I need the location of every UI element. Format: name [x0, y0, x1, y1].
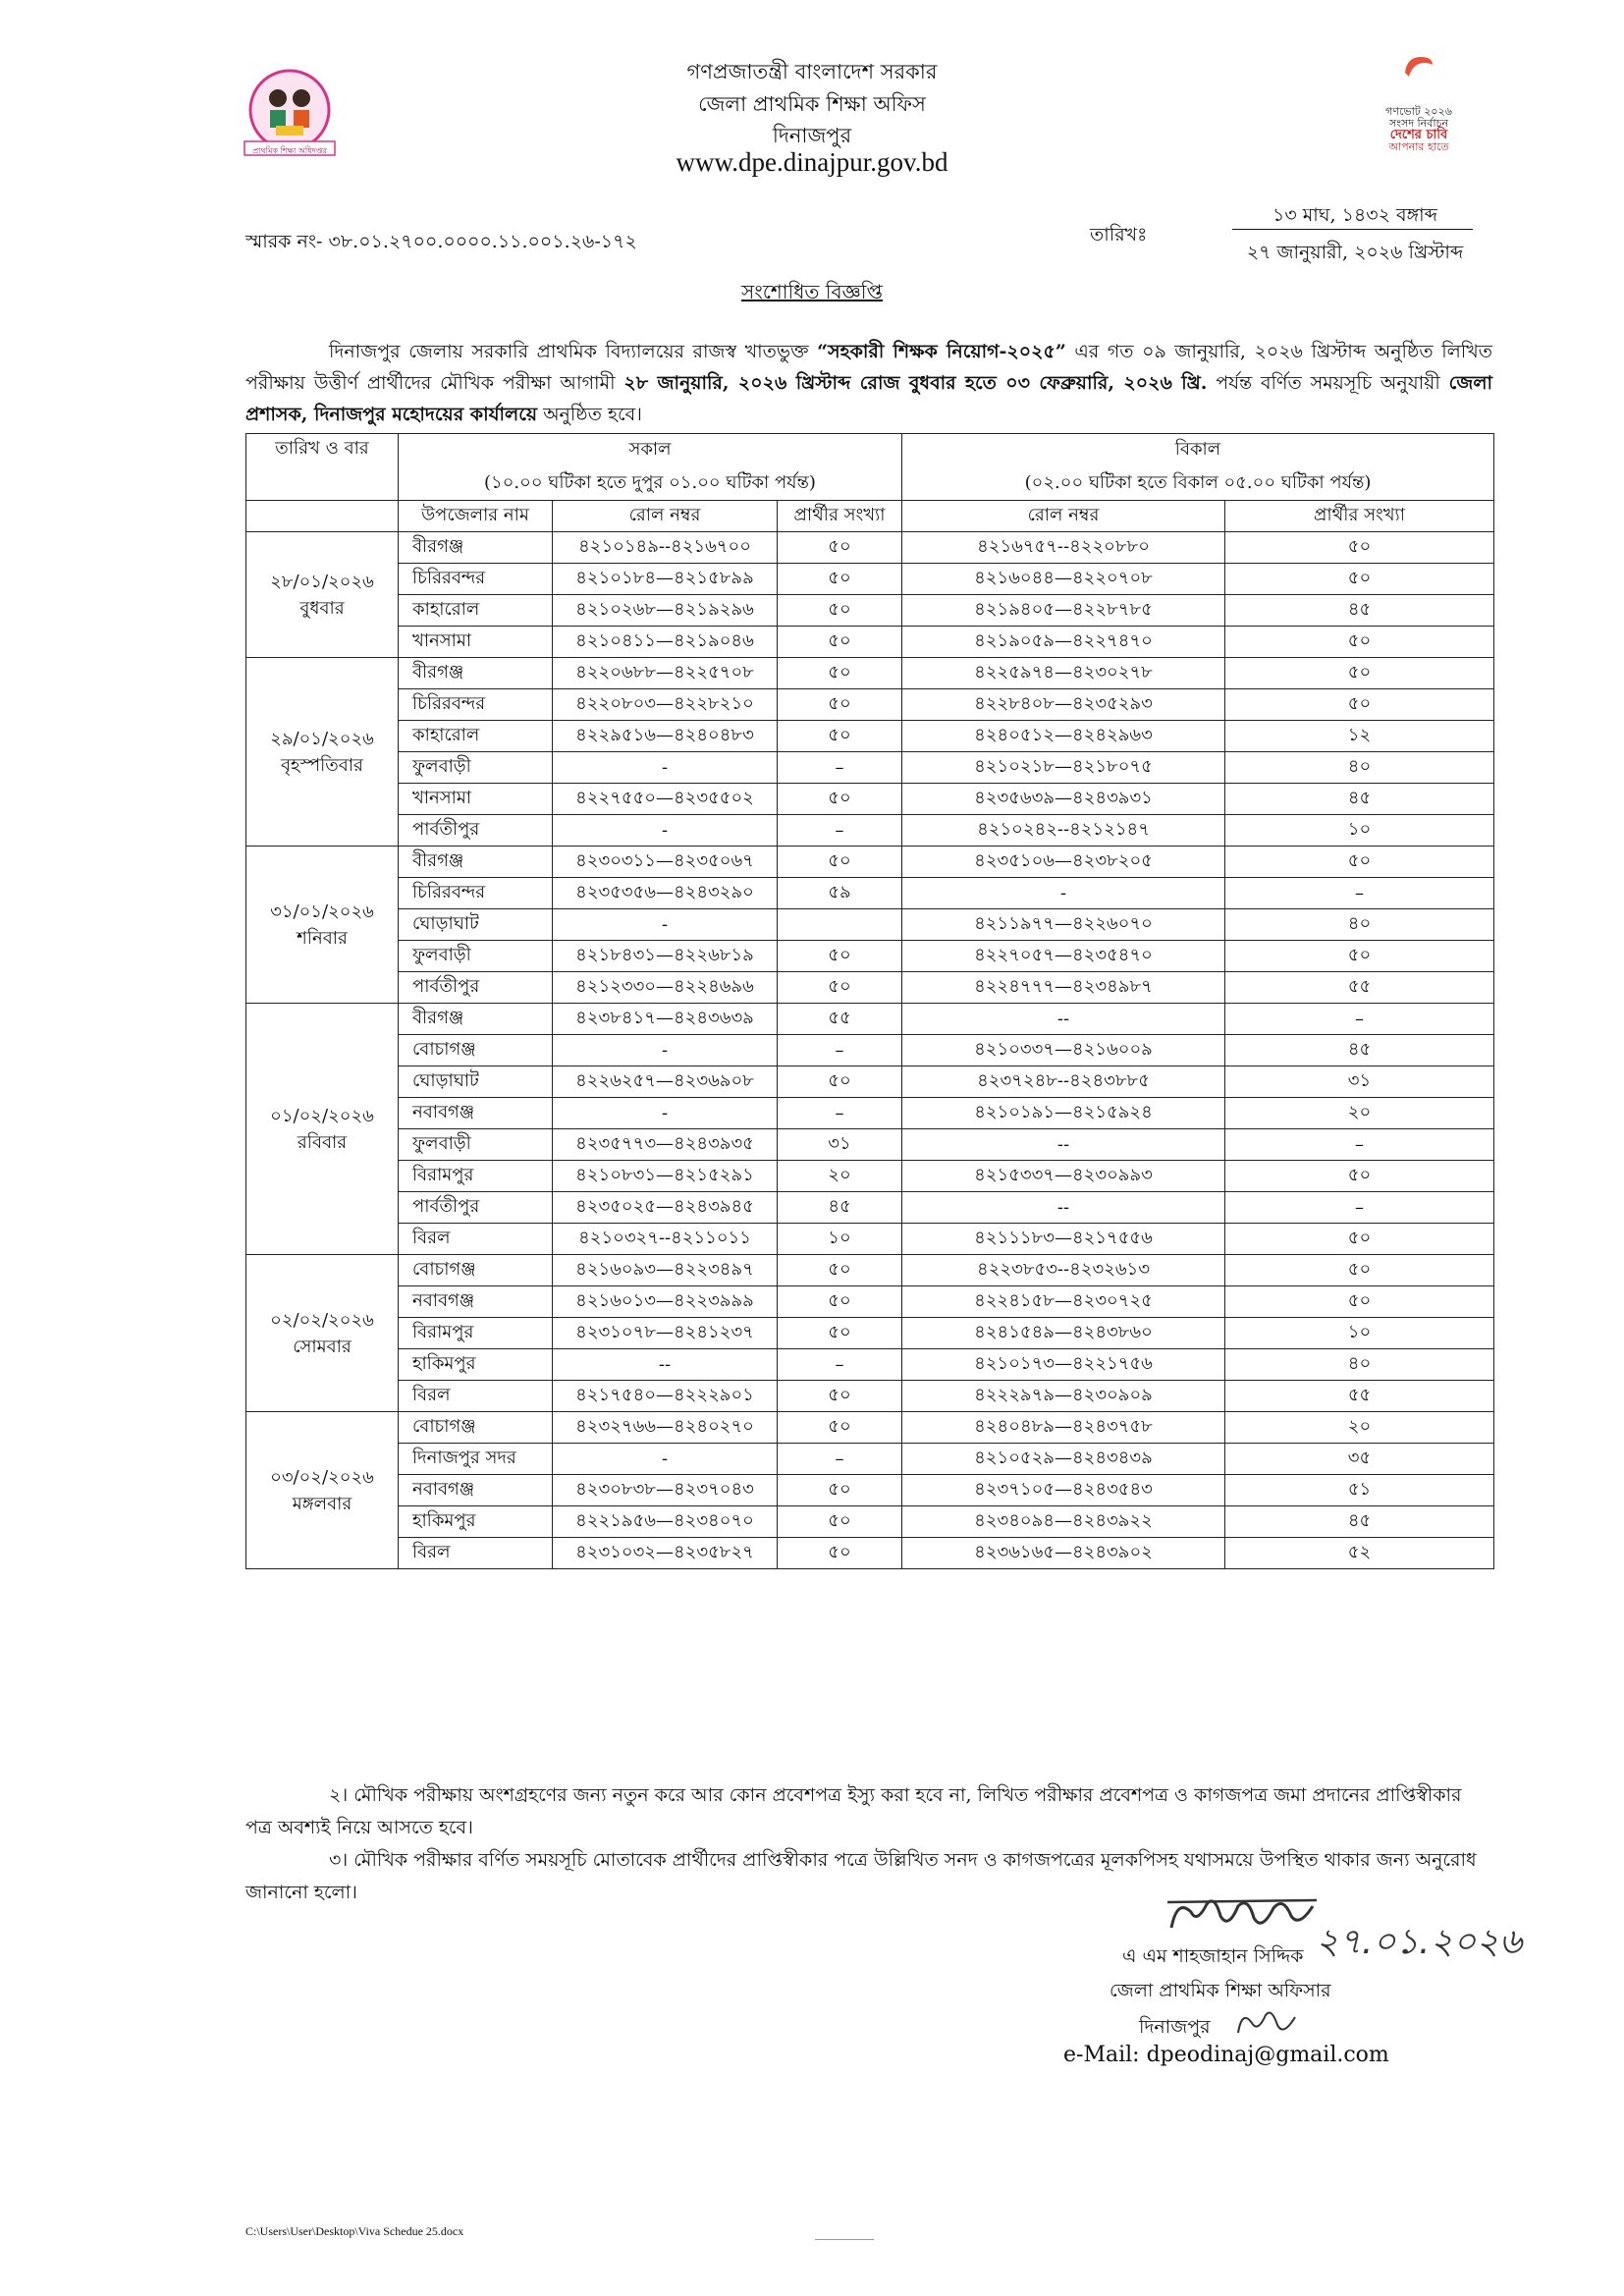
upazila-cell: হাকিমপুর	[399, 1349, 553, 1381]
schedule-row	[246, 1444, 1494, 1475]
count-afternoon-cell: ৫০	[1225, 1255, 1494, 1286]
count-morning-cell: ৫০	[778, 1412, 902, 1444]
upazila-cell: বোচাগঞ্জ	[399, 1412, 553, 1444]
schedule-row	[246, 1381, 1494, 1412]
schedule-row	[246, 532, 1494, 564]
upazila-cell: কাহারোল	[399, 595, 553, 627]
upazila-cell: বোচাগঞ্জ	[399, 1035, 553, 1066]
count-morning-cell: ৫০	[778, 1066, 902, 1098]
schedule-row	[246, 815, 1494, 847]
roll-afternoon-cell: ৪২১৯৪০৫—৪২২৮৭৮৫	[902, 595, 1225, 627]
intro-paragraph: দিনাজপুর জেলায় সরকারি প্রাথমিক বিদ্যালয়ের রাজস্ব খাতভুক্ত “সহকারী শিক্ষক নিয়োগ-২০২৫” এর গত ০৯ জানুয়ারি, ২০২৬ খ্রিস্টাব্দ অনুষ্ঠিত লিখিত পরীক্ষায় উত্তীর্ণ প্রার্থীদের মৌখিক পরীক্ষা আগামী ২৮ জানুয়ারি, ২০২৬ খ্রিস্টাব্দ রোজ বুধবার হতে ০৩ ফেব্রুয়ারি, ২০২৬ খ্রি. পর্যন্ত বর্ণিত সময়সূচি অনুযায়ী জেলা প্রশাসক, দিনাজপুর মহোদয়ের কার্যালয়ে অনুষ্ঠিত হবে।	[245, 341, 1493, 425]
upazila-cell: চিরিরবন্দর	[399, 564, 553, 595]
header-roll-morning: রোল নম্বর	[553, 501, 778, 532]
note-2: ২। মৌখিক পরীক্ষায় অংশগ্রহণের জন্য নতুন করে আর কোন প্রবেশপত্র ইস্যু করা হবে না, লিখিত পরীক্ষার প্রবেশপত্র ও কাগজপত্র জমা প্রদানের প্রাপ্তিস্বীকার পত্র অবশ্যই নিয়ে আসতে হবে।	[245, 1784, 1462, 1838]
date-bangla: ১৩ মাঘ, ১৪৩২ বঙ্গাব্দ	[1272, 204, 1438, 226]
count-morning-cell: ১০	[778, 1224, 902, 1255]
ballot-logo-text: গণভোট ২০২৬ সংসদ নির্বাচন দেশের চাবি আপনার হাতে	[1385, 105, 1452, 153]
roll-morning-cell: ৪২৩১০৭৮—৪২৪১২৩৭	[553, 1318, 778, 1349]
roll-afternoon-cell: --	[902, 1004, 1225, 1035]
roll-afternoon-cell: ৪২২৮৪০৮—৪২৩৫২৯৩	[902, 689, 1225, 721]
upazila-cell: ফুলবাড়ী	[399, 941, 553, 972]
roll-morning-cell: ৪২১০৪১১—৪২১৯০৪৬	[553, 627, 778, 658]
count-morning-cell: ৪৫	[778, 1192, 902, 1224]
notice-title: সংশোধিত বিজ্ঞপ্তি	[741, 280, 883, 303]
count-afternoon-cell: ৫০	[1225, 1286, 1494, 1318]
count-afternoon-cell: ৫০	[1225, 564, 1494, 595]
count-afternoon-cell: ৪০	[1225, 752, 1494, 784]
weekday: মঙ্গলবার	[292, 1493, 352, 1514]
upazila-cell: পার্বতীপুর	[399, 972, 553, 1004]
schedule-row	[246, 1475, 1494, 1506]
upazila-cell: বীরগঞ্জ	[399, 847, 553, 878]
schedule-row	[246, 1538, 1494, 1569]
count-afternoon-cell: ১০	[1225, 1318, 1494, 1349]
roll-afternoon-cell: ৪২১৯০৫৯—৪২২৭৪৭০	[902, 627, 1225, 658]
roll-morning-cell: ৪২১০১৮৪—৪২১৫৮৯৯	[553, 564, 778, 595]
date-cell	[246, 1004, 399, 1255]
upazila-cell: ফুলবাড়ী	[399, 1129, 553, 1161]
count-afternoon-cell: ৫০	[1225, 941, 1494, 972]
roll-afternoon-cell: ৪২৪১৫৪৯—৪২৪৩৮৬০	[902, 1318, 1225, 1349]
schedule-row	[246, 1506, 1494, 1538]
roll-afternoon-cell: ৪২২৫৯৭৪—৪২৩০২৭৮	[902, 658, 1225, 689]
roll-morning-cell: ৪২৩০৮৩৮—৪২৩৭০৪৩	[553, 1475, 778, 1506]
count-morning-cell: –	[778, 1035, 902, 1066]
count-morning-cell: –	[778, 1349, 902, 1381]
roll-afternoon-cell: ৪২৩৭১০৫—৪২৪৩৫৪৩	[902, 1475, 1225, 1506]
roll-afternoon-cell: ৪২১০৫২৯—৪২৪৩৪৩৯	[902, 1444, 1225, 1475]
schedule-row	[246, 752, 1494, 784]
count-afternoon-cell: ২০	[1225, 1098, 1494, 1129]
roll-morning-cell: ৪২৩৮৪১৭—৪২৪৩৬৩৯	[553, 1004, 778, 1035]
roll-afternoon-cell: ৪২২২৯৭৯—৪২৩০৯০৯	[902, 1381, 1225, 1412]
footer-rule	[815, 2239, 874, 2240]
roll-morning-cell: --	[553, 1349, 778, 1381]
count-morning-cell: ৫০	[778, 721, 902, 752]
count-morning-cell: ৫০	[778, 1318, 902, 1349]
roll-afternoon-cell: ৪২৪০৪৮৯—৪২৪৩৭৫৮	[902, 1412, 1225, 1444]
date-divider	[1232, 229, 1473, 230]
schedule-row	[246, 689, 1494, 721]
count-afternoon-cell: ৫০	[1225, 532, 1494, 564]
schedule-row	[246, 1066, 1494, 1098]
date-value: ০২/০২/২০২৬	[270, 1309, 374, 1331]
date-value: ২৯/০১/২০২৬	[270, 728, 374, 749]
schedule-body	[246, 532, 1494, 1569]
upazila-cell: বিরামপুর	[399, 1161, 553, 1192]
header-upazila: উপজেলার নাম	[399, 501, 553, 532]
upazila-cell: নবাবগঞ্জ	[399, 1475, 553, 1506]
count-afternoon-cell: ৪৫	[1225, 1035, 1494, 1066]
schedule-row	[246, 627, 1494, 658]
weekday: শনিবার	[297, 927, 348, 949]
count-morning-cell: ৫০	[778, 1286, 902, 1318]
count-morning-cell: ৫০	[778, 1475, 902, 1506]
roll-morning-cell: ৪২৩৫৩৫৬—৪২৪৩২৯০	[553, 878, 778, 909]
note-3: ৩। মৌখিক পরীক্ষার বর্ণিত সময়সূচি মোতাবেক প্রার্থীদের প্রাপ্তিস্বীকার পত্রে উল্লিখিত সনদ ও কাগজপত্রের মূলকপিসহ যথাসময়ে উপস্থিত থাকার জন্য অনুরোধ জানানো হলো।	[245, 1849, 1477, 1903]
roll-afternoon-cell: ৪২১০৩৩৭—৪২১৬০০৯	[902, 1035, 1225, 1066]
count-afternoon-cell: ৩৫	[1225, 1444, 1494, 1475]
roll-morning-cell: ৪২১৬০৯৩—৪২২৩৪৯৭	[553, 1255, 778, 1286]
roll-morning-cell: ৪২১৭৫৪০—৪২২২৯০১	[553, 1381, 778, 1412]
weekday: বৃহস্পতিবার	[281, 754, 363, 776]
roll-afternoon-cell: ৪২২৪৭৭৭—৪২৩৪৯৮৭	[902, 972, 1225, 1004]
count-morning-cell: –	[778, 815, 902, 847]
office-name: জেলা প্রাথমিক শিক্ষা অফিস	[698, 92, 926, 116]
officer-title: জেলা প্রাথমিক শিক্ষা অফিসার	[1110, 1980, 1331, 2001]
count-afternoon-cell: ৪৫	[1225, 784, 1494, 815]
memo-number: স্মারক নং- ৩৮.০১.২৭০০.০০০০.১১.০০১.২৬-১৭২	[245, 231, 637, 252]
roll-morning-cell: ৪২৩০৩১১—৪২৩৫০৬৭	[553, 847, 778, 878]
upazila-cell: পার্বতীপুর	[399, 815, 553, 847]
count-afternoon-cell: ৫০	[1225, 1161, 1494, 1192]
roll-morning-cell: ৪২১২৩৩০—৪২২৪৬৯৬	[553, 972, 778, 1004]
schedule-row	[246, 1412, 1494, 1444]
schedule-row	[246, 1318, 1494, 1349]
roll-afternoon-cell: ৪২১৬০৪৪—৪২২০৭০৮	[902, 564, 1225, 595]
roll-morning-cell: ৪২২৬২৫৭—৪২৩৬৯০৮	[553, 1066, 778, 1098]
count-morning-cell	[778, 909, 902, 941]
header-blank	[246, 501, 399, 532]
count-afternoon-cell: ৫৫	[1225, 1381, 1494, 1412]
schedule-row	[246, 784, 1494, 815]
count-afternoon-cell: ১২	[1225, 721, 1494, 752]
count-morning-cell: ৫০	[778, 972, 902, 1004]
initial-mark	[1232, 2003, 1301, 2043]
roll-morning-cell: -	[553, 752, 778, 784]
date-value: ০৩/০২/২০২৬	[270, 1466, 374, 1488]
upazila-cell: নবাবগঞ্জ	[399, 1098, 553, 1129]
count-morning-cell: ২০	[778, 1161, 902, 1192]
upazila-cell: চিরিরবন্দর	[399, 878, 553, 909]
header-morning: সকাল	[399, 434, 902, 467]
file-path: C:\Users\User\Desktop\Viva Schedue 25.docx	[245, 2224, 464, 2238]
roll-morning-cell: ৪২৩১০৩২—৪২৩৫৮২৭	[553, 1538, 778, 1569]
count-afternoon-cell: ৫০	[1225, 627, 1494, 658]
schedule-row	[246, 1161, 1494, 1192]
date-cell	[246, 532, 399, 658]
count-morning-cell: –	[778, 1444, 902, 1475]
count-afternoon-cell: ৩১	[1225, 1066, 1494, 1098]
roll-afternoon-cell: ৪২১০২৪২--৪২১২১৪৭	[902, 815, 1225, 847]
upazila-cell: বীরগঞ্জ	[399, 658, 553, 689]
count-afternoon-cell: ৪০	[1225, 909, 1494, 941]
count-morning-cell: ৫০	[778, 1506, 902, 1538]
count-morning-cell: ৫০	[778, 1381, 902, 1412]
count-morning-cell: –	[778, 1098, 902, 1129]
roll-afternoon-cell: ৪২১১১৮৩—৪২১৭৫৫৬	[902, 1224, 1225, 1255]
count-morning-cell: ৫০	[778, 689, 902, 721]
count-afternoon-cell: ২০	[1225, 1412, 1494, 1444]
date-value: ৩১/০১/২০২৬	[270, 901, 374, 922]
upazila-cell: ঘোড়াঘাট	[399, 909, 553, 941]
upazila-cell: বিরল	[399, 1381, 553, 1412]
roll-afternoon-cell: ৪২১৬৭৫৭--৪২২০৮৮০	[902, 532, 1225, 564]
dpe-logo-caption: প্রাথমিক শিক্ষা অধিদপ্তর	[252, 146, 327, 155]
upazila-cell: ফুলবাড়ী	[399, 752, 553, 784]
handwritten-signature	[1164, 1890, 1321, 1944]
count-afternoon-cell: ৫১	[1225, 1475, 1494, 1506]
count-afternoon-cell: ৫০	[1225, 847, 1494, 878]
govt-name: গণপ্রজাতন্ত্রী বাংলাদেশ সরকার	[686, 60, 938, 83]
upazila-cell: দিনাজপুর সদর	[399, 1444, 553, 1475]
count-afternoon-cell: –	[1225, 1192, 1494, 1224]
contact-email[interactable]: e-Mail: dpeodinaj@gmail.com	[1063, 2043, 1389, 2067]
schedule-table	[245, 433, 1494, 1569]
schedule-row	[246, 1255, 1494, 1286]
upazila-cell: কাহারোল	[399, 721, 553, 752]
schedule-row	[246, 1035, 1494, 1066]
roll-afternoon-cell: ৪২৩৪০৯৪—৪২৪৩৯২২	[902, 1506, 1225, 1538]
upazila-cell: বিরল	[399, 1224, 553, 1255]
header-morning-time: (১০.০০ ঘটিকা হতে দুপুর ০১.০০ ঘটিকা পর্যন্ত)	[399, 467, 902, 501]
count-morning-cell: ৫০	[778, 784, 902, 815]
count-morning-cell: ৫০	[778, 941, 902, 972]
weekday: বুধবার	[299, 597, 345, 619]
count-morning-cell: ৩১	[778, 1129, 902, 1161]
roll-afternoon-cell: ৪২৩৭২৪৮--৪২৪৩৮৮৫	[902, 1066, 1225, 1098]
roll-morning-cell: ৪২১০১৪৯--৪২১৬৭০০	[553, 532, 778, 564]
roll-morning-cell: -	[553, 1444, 778, 1475]
website-link[interactable]: www.dpe.dinajpur.gov.bd	[676, 147, 948, 177]
count-morning-cell: ৫০	[778, 627, 902, 658]
roll-afternoon-cell: ৪২২৩৮৫৩--৪২৩২৬১৩	[902, 1255, 1225, 1286]
date-cell	[246, 658, 399, 847]
header-count-morning: প্রার্থীর সংখ্যা	[778, 501, 902, 532]
officer-place: দিনাজপুর	[1139, 2016, 1211, 2038]
office-location: দিনাজপুর	[772, 124, 852, 147]
count-morning-cell: ৫৫	[778, 1004, 902, 1035]
upazila-cell: খানসামা	[399, 784, 553, 815]
roll-morning-cell: -	[553, 815, 778, 847]
date-gregorian: ২৭ জানুয়ারী, ২০২৬ খ্রিস্টাব্দ	[1246, 242, 1464, 263]
schedule-row	[246, 564, 1494, 595]
date-label: তারিখঃ	[1090, 224, 1148, 246]
schedule-row	[246, 658, 1494, 689]
upazila-cell: পার্বতীপুর	[399, 1192, 553, 1224]
upazila-cell: খানসামা	[399, 627, 553, 658]
roll-morning-cell: ৪২২১৯৫৬—৪২৩৪০৭০	[553, 1506, 778, 1538]
count-morning-cell: ৫০	[778, 1255, 902, 1286]
count-morning-cell: ৫৯	[778, 878, 902, 909]
count-afternoon-cell: ৫০	[1225, 1224, 1494, 1255]
roll-morning-cell: -	[553, 1098, 778, 1129]
roll-morning-cell: ৪২২০৬৮৮—৪২২৫৭০৮	[553, 658, 778, 689]
roll-morning-cell: ৪২১০৩২৭--৪২১১০১১	[553, 1224, 778, 1255]
roll-morning-cell: ৪২৩৫৭৭৩—৪২৪৩৯৩৫	[553, 1129, 778, 1161]
schedule-row	[246, 1286, 1494, 1318]
schedule-row	[246, 595, 1494, 627]
upazila-cell: বিরল	[399, 1538, 553, 1569]
count-afternoon-cell: ৫০	[1225, 689, 1494, 721]
count-morning-cell: ৫০	[778, 564, 902, 595]
roll-morning-cell: ৪২২৭৫৫০—৪২৩৫৫০২	[553, 784, 778, 815]
upazila-cell: চিরিরবন্দর	[399, 689, 553, 721]
roll-afternoon-cell: ৪২৩৫১০৬—৪২৩৮২০৫	[902, 847, 1225, 878]
roll-afternoon-cell: ৪২১০১৯১—৪২১৫৯২৪	[902, 1098, 1225, 1129]
roll-afternoon-cell: ৪২১০২১৮—৪২১৮০৭৫	[902, 752, 1225, 784]
count-afternoon-cell: ৫০	[1225, 658, 1494, 689]
count-afternoon-cell: –	[1225, 878, 1494, 909]
count-afternoon-cell: ৫২	[1225, 1538, 1494, 1569]
count-morning-cell: –	[778, 752, 902, 784]
date-value: ২৮/০১/২০২৬	[270, 571, 374, 592]
schedule-row	[246, 721, 1494, 752]
header-roll-afternoon: রোল নম্বর	[902, 501, 1225, 532]
schedule-row	[246, 1004, 1494, 1035]
count-afternoon-cell: –	[1225, 1004, 1494, 1035]
schedule-row	[246, 909, 1494, 941]
date-value: ০১/০২/২০২৬	[270, 1105, 374, 1126]
schedule-row	[246, 972, 1494, 1004]
roll-morning-cell: ৪২২৯৫১৬—৪২৪০৪৮৩	[553, 721, 778, 752]
upazila-cell: ঘোড়াঘাট	[399, 1066, 553, 1098]
officer-name: এ এম শাহজাহান সিদ্দিক	[1122, 1945, 1304, 1967]
date-cell	[246, 1412, 399, 1569]
roll-morning-cell: ৪২৩২৭৬৬—৪২৪০২৭০	[553, 1412, 778, 1444]
roll-afternoon-cell: ৪২৩৬১৬৫—৪২৪৩৯০২	[902, 1538, 1225, 1569]
count-morning-cell: ৫০	[778, 847, 902, 878]
upazila-cell: নবাবগঞ্জ	[399, 1286, 553, 1318]
count-afternoon-cell: ৪৫	[1225, 1506, 1494, 1538]
schedule-row	[246, 1192, 1494, 1224]
count-morning-cell: ৫০	[778, 658, 902, 689]
upazila-cell: বীরগঞ্জ	[399, 532, 553, 564]
count-afternoon-cell: ৫৫	[1225, 972, 1494, 1004]
roll-afternoon-cell: ৪২২৪১৫৮—৪২৩০৭২৫	[902, 1286, 1225, 1318]
schedule-row	[246, 1129, 1494, 1161]
count-afternoon-cell: ১০	[1225, 815, 1494, 847]
weekday: সোমবার	[293, 1336, 352, 1357]
count-afternoon-cell: ৪৫	[1225, 595, 1494, 627]
count-morning-cell: ৫০	[778, 1538, 902, 1569]
roll-afternoon-cell: ৪২১৫৩৩৭—৪২৩০৯৯৩	[902, 1161, 1225, 1192]
roll-morning-cell: ৪২১০২৬৮—৪২১৯২৯৬	[553, 595, 778, 627]
schedule-row	[246, 1349, 1494, 1381]
count-afternoon-cell: –	[1225, 1129, 1494, 1161]
schedule-row	[246, 847, 1494, 878]
roll-afternoon-cell: ৪২৩৫৬৩৯—৪২৪৩৯৩১	[902, 784, 1225, 815]
upazila-cell: বীরগঞ্জ	[399, 1004, 553, 1035]
count-morning-cell: ৫০	[778, 595, 902, 627]
roll-afternoon-cell: --	[902, 1192, 1225, 1224]
date-cell	[246, 1255, 399, 1412]
roll-afternoon-cell: ৪২২৭০৫৭—৪২৩৫৪৭০	[902, 941, 1225, 972]
roll-morning-cell: -	[553, 909, 778, 941]
roll-morning-cell: ৪২২০৮০৩—৪২২৮২১০	[553, 689, 778, 721]
weekday: রবিবার	[297, 1131, 348, 1153]
roll-morning-cell: -	[553, 1035, 778, 1066]
count-morning-cell: ৫০	[778, 532, 902, 564]
roll-afternoon-cell: ৪২৪০৫১২—৪২৪২৯৬৩	[902, 721, 1225, 752]
schedule-row	[246, 878, 1494, 909]
upazila-cell: বোচাগঞ্জ	[399, 1255, 553, 1286]
schedule-row	[246, 941, 1494, 972]
header-date: তারিখ ও বার	[246, 434, 399, 501]
roll-morning-cell: ৪২৩৫০২৫—৪২৪৩৯৪৫	[553, 1192, 778, 1224]
schedule-row	[246, 1224, 1494, 1255]
roll-afternoon-cell: -	[902, 878, 1225, 909]
roll-morning-cell: ৪২১০৮৩১—৪২১৫২৯১	[553, 1161, 778, 1192]
header-afternoon: বিকাল	[902, 434, 1494, 467]
upazila-cell: বিরামপুর	[399, 1318, 553, 1349]
handwritten-date: ২৭.০১.২০২৬	[1316, 1922, 1523, 1962]
roll-afternoon-cell: ৪২১০১৭৩—৪২২১৭৫৬	[902, 1349, 1225, 1381]
schedule-row	[246, 1098, 1494, 1129]
count-afternoon-cell: ৪০	[1225, 1349, 1494, 1381]
upazila-cell: হাকিমপুর	[399, 1506, 553, 1538]
header-afternoon-time: (০২.০০ ঘটিকা হতে বিকাল ০৫.০০ ঘটিকা পর্যন্ত)	[902, 467, 1494, 501]
roll-afternoon-cell: ৪২১১৯৭৭—৪২২৬০৭০	[902, 909, 1225, 941]
roll-morning-cell: ৪২১৮৪৩১—৪২২৬৮১৯	[553, 941, 778, 972]
header-count-afternoon: প্রার্থীর সংখ্যা	[1225, 501, 1494, 532]
roll-morning-cell: ৪২১৬০১৩—৪২২৩৯৯৯	[553, 1286, 778, 1318]
date-cell	[246, 847, 399, 1004]
roll-afternoon-cell: --	[902, 1129, 1225, 1161]
